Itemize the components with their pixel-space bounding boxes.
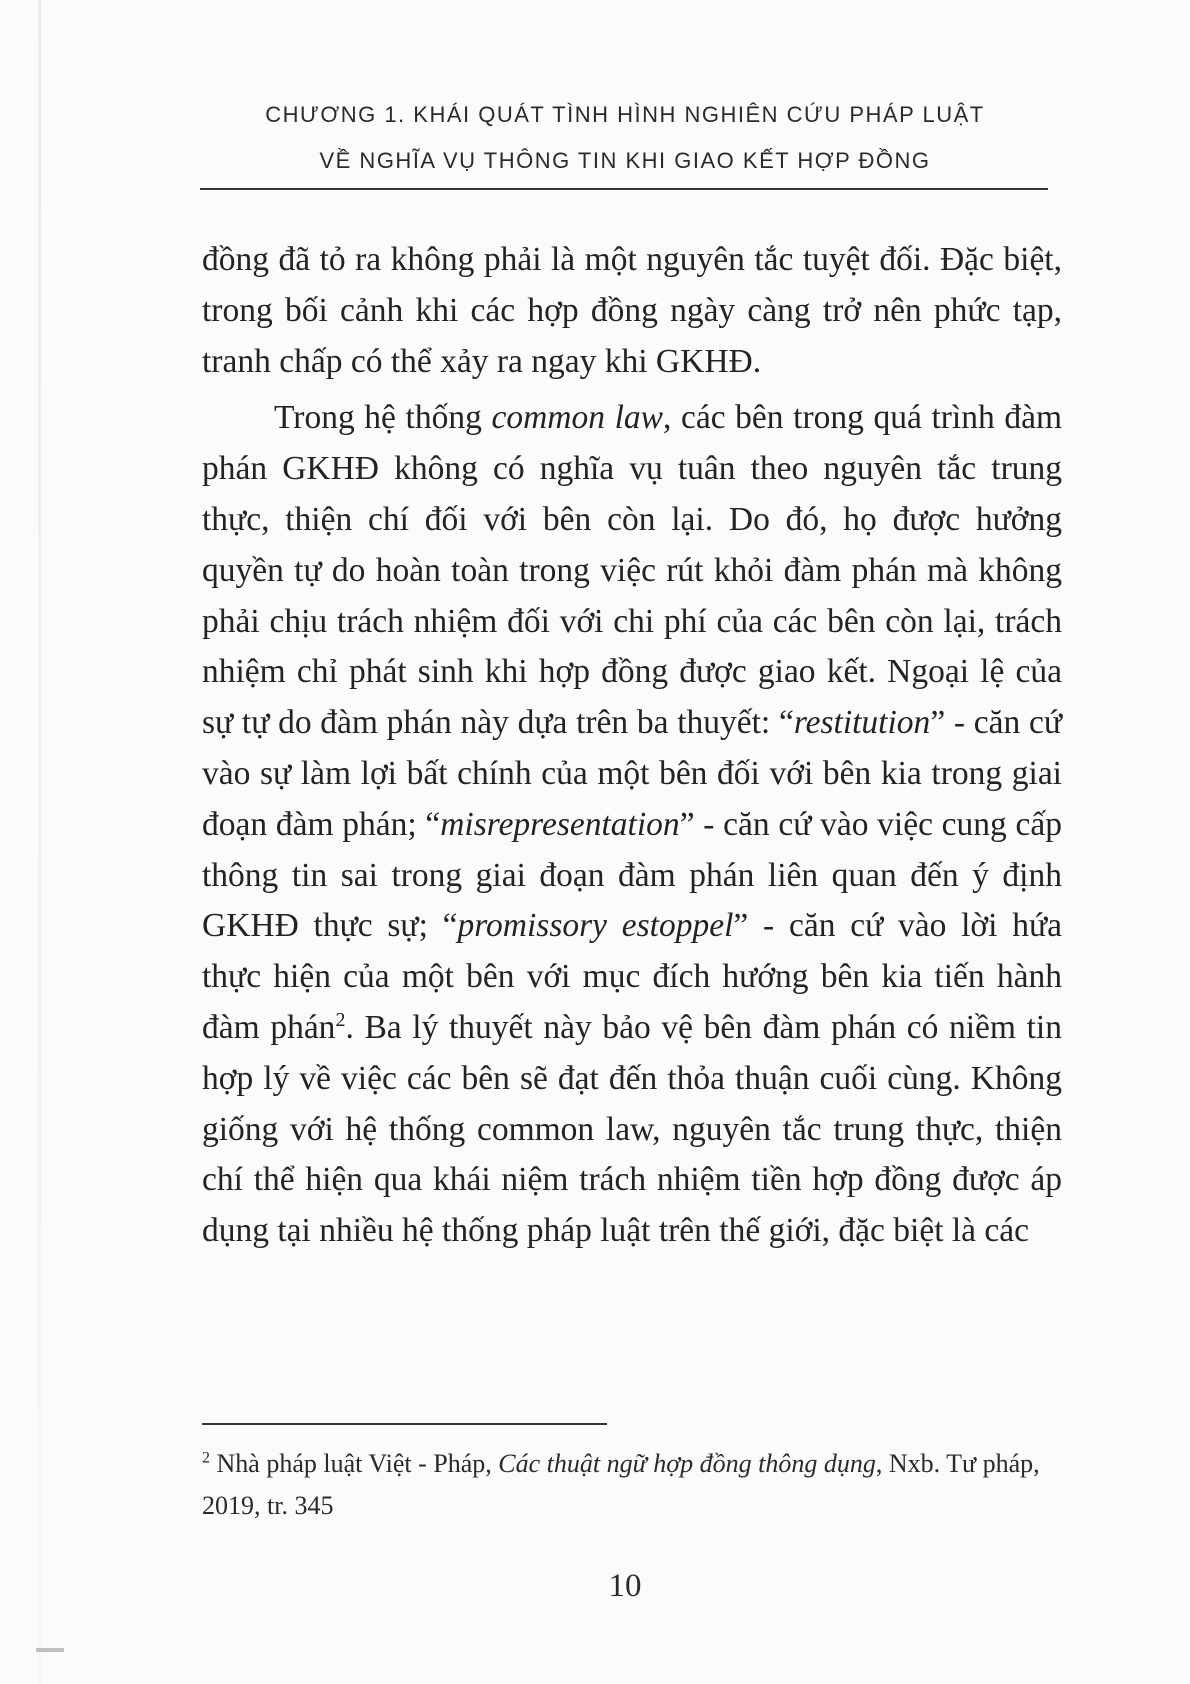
p2-text-4: ” - căn cứ vào việc cung cấp thông tin sai trong giai đoạn đàm phán liên quan đến ý định GKHĐ thực sự; “ [202, 805, 1062, 945]
footnote-book-title: Các thuật ngữ hợp đồng thông dụng [498, 1449, 876, 1478]
header-divider [200, 188, 1048, 190]
footnote-reference: 2 [335, 1008, 346, 1031]
p2-text-5: ” - căn cứ vào lời hứa thực hiện của một bên với mục đích hướng bên kia tiến hành đàm phán [202, 907, 1062, 1046]
p2-text-1: Trong hệ thống [274, 399, 492, 437]
p2-italic-restitution: restitution [793, 704, 931, 742]
header-line-2: VỀ NGHĨA VỤ THÔNG TIN KHI GIAO KẾT HỢP ĐỒNG [319, 148, 931, 173]
page-number: 10 [608, 1568, 642, 1604]
footnote-mark: 2 [202, 1449, 210, 1467]
body-text [202, 235, 1062, 1257]
paragraph-1: đồng đã tỏ ra không phải là một nguyên tắc tuyệt đối. Đặc biệt, trong bối cảnh khi các hợp đồng ngày càng trở nên phức tạp, tranh chấp có thể xảy ra ngay khi GKHĐ. [202, 241, 1062, 380]
footnote-text-2: , Nxb. Tư pháp, 2019, tr. 345 [202, 1449, 1040, 1520]
p2-text-2: , các bên trong quá trình đàm phán GKHĐ không có nghĩa vụ tuân theo nguyên tắc trung thực, thiện chí đối với bên còn lại. Do đó, họ được hưởng quyền tự do hoàn toàn trong việc rút khỏi đàm phán mà không phải chịu trách nhiệm đối với chi phí của các bên còn lại, trách nhiệm chỉ phát sinh khi hợp đồng được giao kết. Ngoại lệ của sự tự do đàm phán này dựa trên ba thuyết: “ [202, 399, 1062, 742]
footnote [202, 1443, 1062, 1527]
running-header [200, 92, 1050, 184]
p2-italic-common-law: common law [491, 399, 663, 437]
page-edge [38, 0, 41, 1684]
p2-text-6: . Ba lý thuyết này bảo vệ bên đàm phán có niềm tin hợp lý về việc các bên sẽ đạt đến thỏa thuận cuối cùng. Không giống với hệ thống common law, nguyên tắc trung thực, thiện chí thể hiện qua khái niệm trách nhiệm tiền hợp đồng được áp dụng tại nhiều hệ thống pháp luật trên thế giới, đặc biệt là các [202, 1008, 1062, 1250]
paragraph-2 [202, 393, 1062, 1257]
scan-corner-mark [36, 1648, 64, 1652]
footnote-text-1: Nhà pháp luật Việt - Pháp, [210, 1449, 499, 1478]
footnote-divider [202, 1423, 607, 1425]
header-line-1: CHƯƠNG 1. KHÁI QUÁT TÌNH HÌNH NGHIÊN CỨU PHÁP LUẬT [265, 102, 985, 127]
p2-italic-misrepresentation: misrepresentation [440, 805, 680, 843]
p2-italic-promissory-estoppel: promissory estoppel [457, 907, 734, 945]
p2-text-3: ” - căn cứ vào sự làm lợi bất chính của một bên đối với bên kia trong giai đoạn đàm phán; “ [202, 704, 1062, 843]
